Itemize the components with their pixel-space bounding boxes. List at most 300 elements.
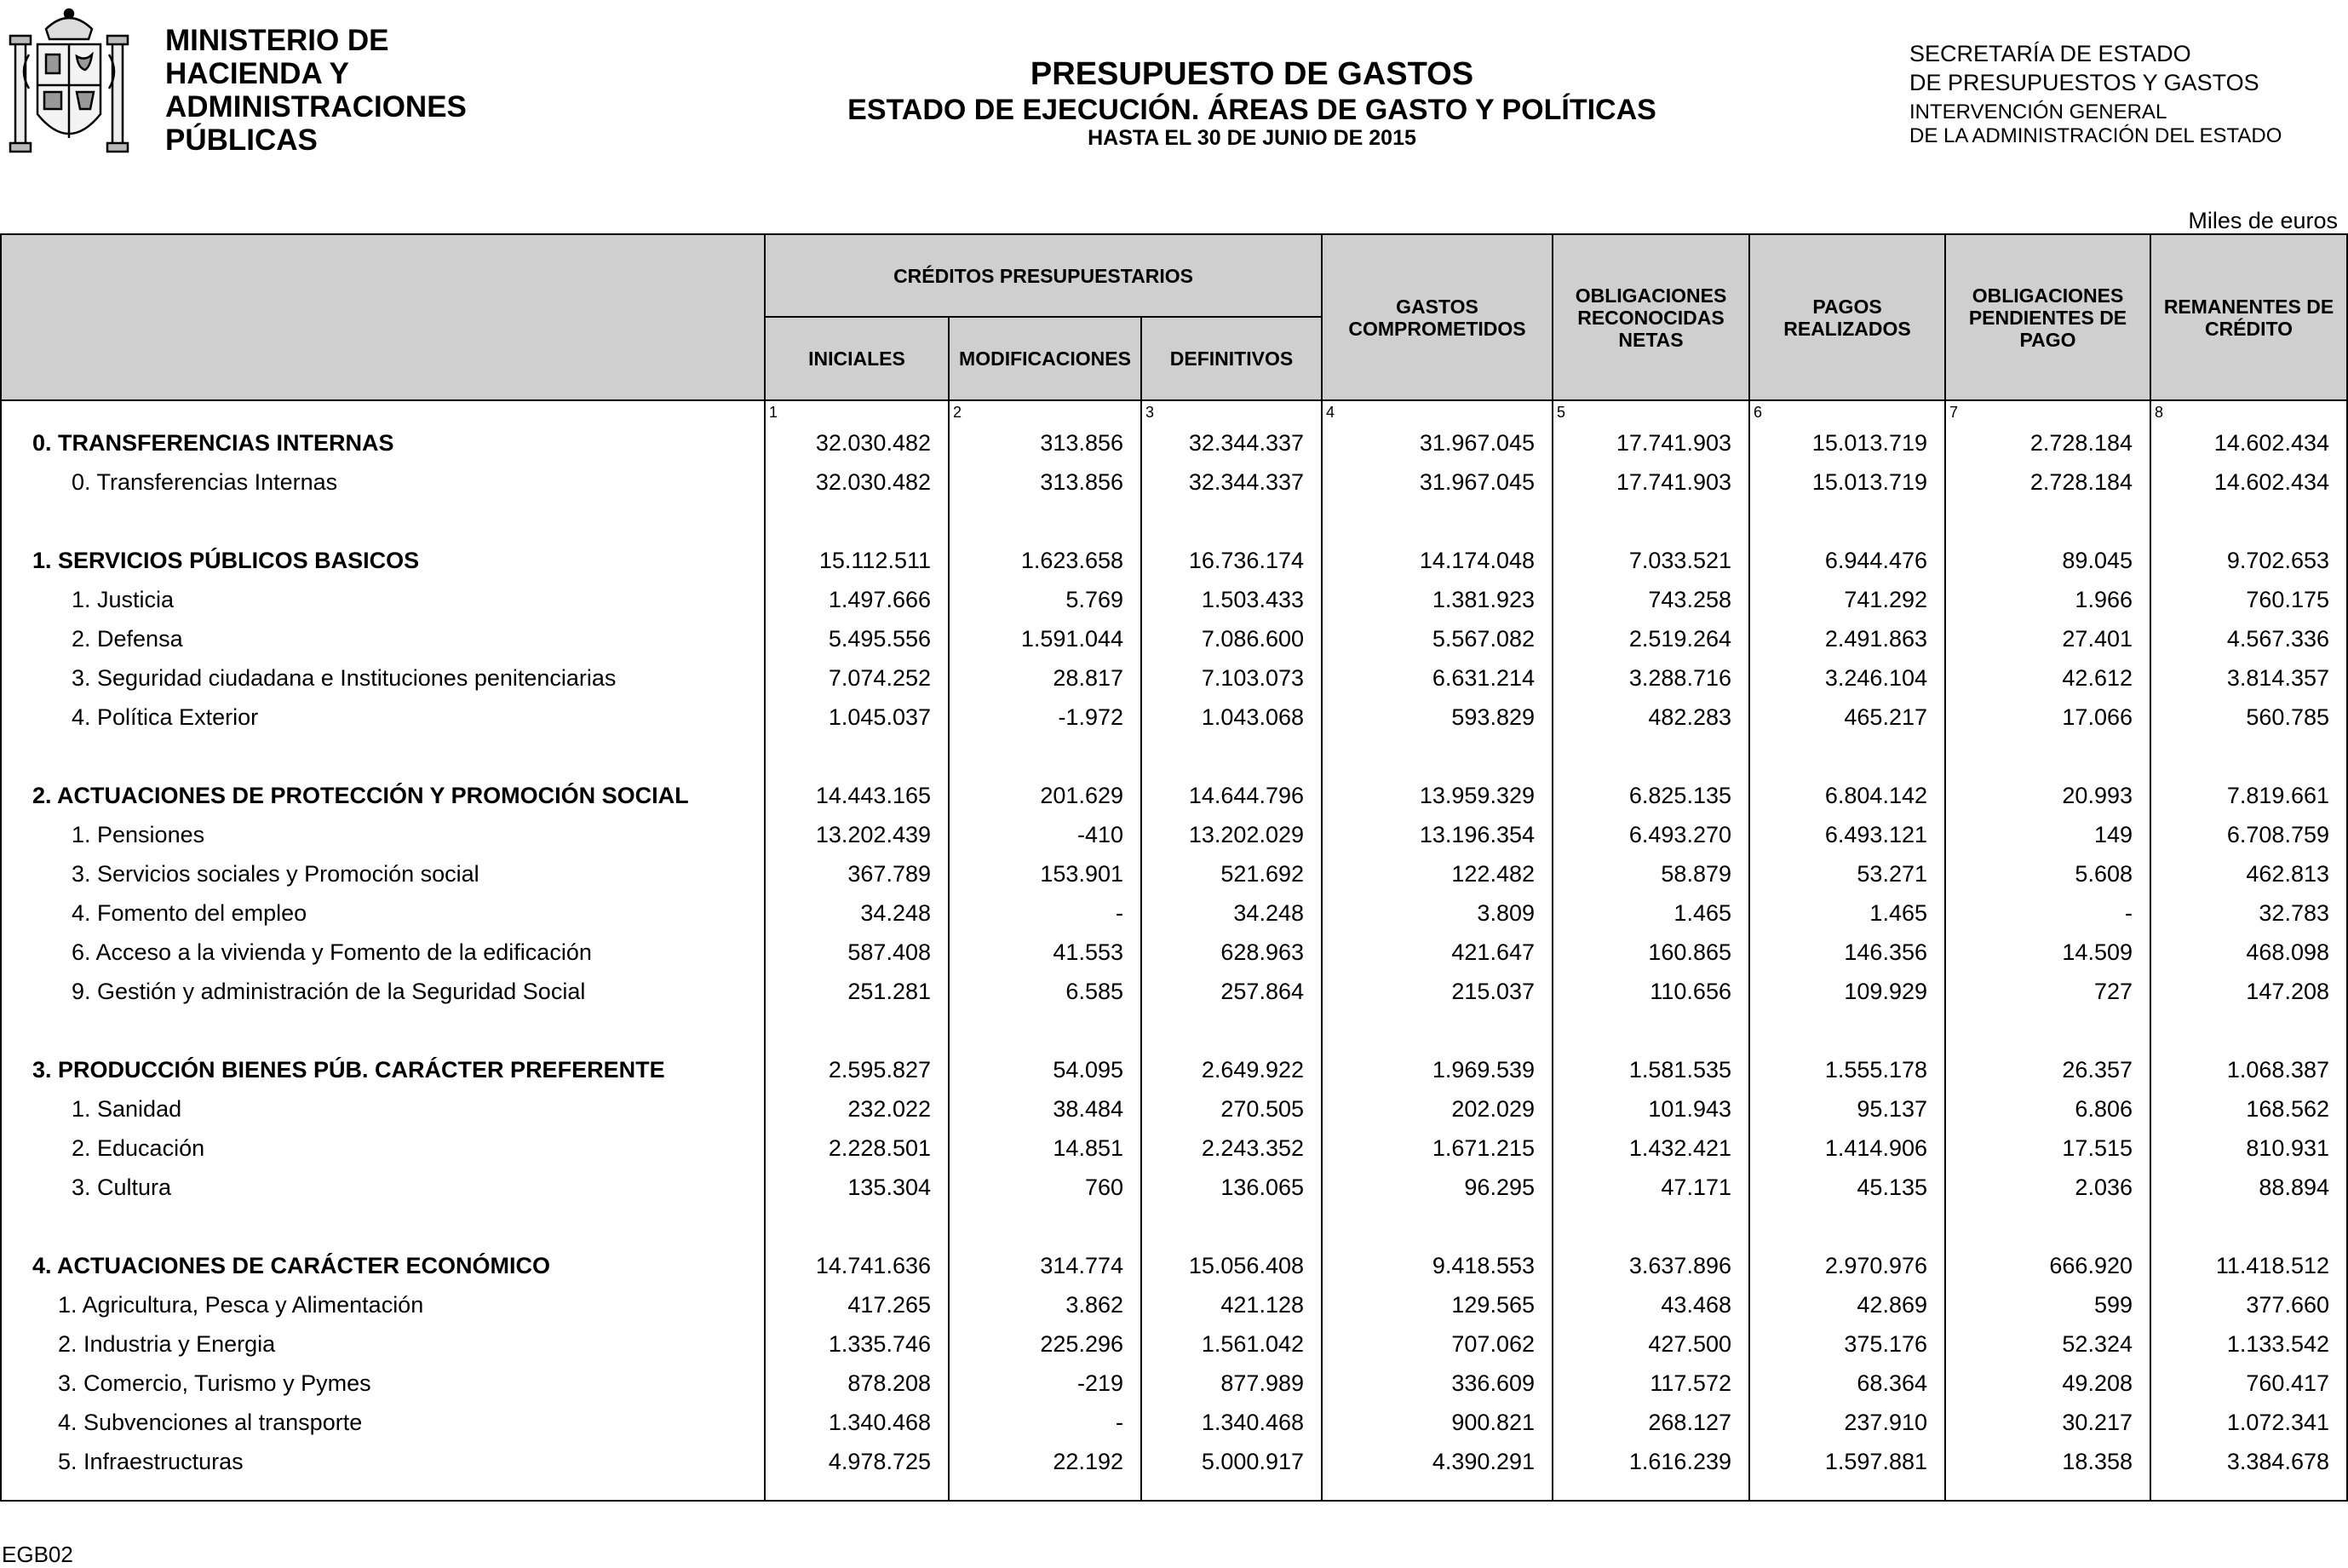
value-cell: 900.821 <box>1322 1403 1553 1442</box>
end-cell <box>1 1481 765 1501</box>
row-label: 5. Infraestructuras <box>1 1442 765 1481</box>
spacer-cell <box>1945 1207 2150 1246</box>
value-cell: 129.565 <box>1322 1285 1553 1324</box>
spacer-cell <box>1945 502 2150 541</box>
value-cell: 101.943 <box>1553 1089 1749 1129</box>
value-cell: 1.072.341 <box>2150 1403 2347 1442</box>
value-cell: -1.972 <box>949 698 1141 737</box>
value-cell: 6.806 <box>1945 1089 2150 1129</box>
value-cell: 1.465 <box>1749 893 1945 933</box>
value-cell: 96.295 <box>1322 1168 1553 1207</box>
value-cell: 6.944.476 <box>1749 541 1945 580</box>
value-cell: -219 <box>949 1364 1141 1403</box>
value-cell: 1.335.746 <box>765 1324 949 1364</box>
row-label: 4. Subvenciones al transporte <box>1 1403 765 1442</box>
value-cell: 14.602.434 <box>2150 462 2347 502</box>
column-number: 2 <box>949 400 1141 423</box>
value-cell: 135.304 <box>765 1168 949 1207</box>
spacer-cell <box>765 737 949 776</box>
column-number: 1 <box>765 400 949 423</box>
policy-row <box>1 619 2347 658</box>
row-label: 2. Educación <box>1 1129 765 1168</box>
footer-code: EGB02 <box>2 1542 73 1567</box>
value-cell: 2.970.976 <box>1749 1246 1945 1285</box>
value-cell: 13.202.439 <box>765 815 949 854</box>
value-cell: 32.783 <box>2150 893 2347 933</box>
value-cell: 149 <box>1945 815 2150 854</box>
spacer-cell <box>1141 1011 1322 1050</box>
policy-row <box>1 658 2347 698</box>
spacer-cell <box>1945 1011 2150 1050</box>
secretaria-block <box>1909 39 2259 97</box>
end-cell <box>1322 1481 1553 1501</box>
value-cell: 58.879 <box>1553 854 1749 893</box>
value-cell: 17.741.903 <box>1553 462 1749 502</box>
value-cell: 9.702.653 <box>2150 541 2347 580</box>
row-label: 6. Acceso a la vivienda y Fomento de la edificación <box>1 933 765 972</box>
policy-row <box>1 698 2347 737</box>
spacer-row <box>1 1011 2347 1050</box>
policy-row <box>1 854 2347 893</box>
value-cell: 147.208 <box>2150 972 2347 1011</box>
value-cell: 1.555.178 <box>1749 1050 1945 1089</box>
value-cell: 3.809 <box>1322 893 1553 933</box>
value-cell: 313.856 <box>949 462 1141 502</box>
value-cell: 1.497.666 <box>765 580 949 619</box>
policy-row <box>1 1089 2347 1129</box>
policy-row <box>1 1403 2347 1442</box>
spacer-cell <box>1749 737 1945 776</box>
policy-row <box>1 580 2347 619</box>
value-cell: 13.959.329 <box>1322 776 1553 815</box>
value-cell: 1.969.539 <box>1322 1050 1553 1089</box>
spacer-cell <box>1141 1207 1322 1246</box>
value-cell: 14.741.636 <box>765 1246 949 1285</box>
spacer-row <box>1 1207 2347 1246</box>
value-cell: 1.597.881 <box>1749 1442 1945 1481</box>
spacer-cell <box>1322 502 1553 541</box>
row-label: 1. Justicia <box>1 580 765 619</box>
value-cell: 2.595.827 <box>765 1050 949 1089</box>
value-cell: 3.814.357 <box>2150 658 2347 698</box>
value-cell: 232.022 <box>765 1089 949 1129</box>
value-cell: 26.357 <box>1945 1050 2150 1089</box>
value-cell: 462.813 <box>2150 854 2347 893</box>
policy-row <box>1 893 2347 933</box>
policy-row <box>1 1364 2347 1403</box>
value-cell: 468.098 <box>2150 933 2347 972</box>
col-header-8: REMANENTES DE CRÉDITO <box>2150 234 2347 400</box>
row-label: 1. SERVICIOS PÚBLICOS BASICOS <box>1 541 765 580</box>
value-cell: 15.056.408 <box>1141 1246 1322 1285</box>
end-cell <box>765 1481 949 1501</box>
value-cell: 1.591.044 <box>949 619 1141 658</box>
spacer-cell <box>1553 1011 1749 1050</box>
value-cell: 2.036 <box>1945 1168 2150 1207</box>
value-cell: 367.789 <box>765 854 949 893</box>
col-header-1: INICIALES <box>765 317 949 400</box>
value-cell: 1.671.215 <box>1322 1129 1553 1168</box>
policy-row <box>1 462 2347 502</box>
policy-row <box>1 972 2347 1011</box>
value-cell: 257.864 <box>1141 972 1322 1011</box>
spacer-cell <box>1322 1207 1553 1246</box>
value-cell: 377.660 <box>2150 1285 2347 1324</box>
value-cell: 877.989 <box>1141 1364 1322 1403</box>
value-cell: 28.817 <box>949 658 1141 698</box>
column-number: 8 <box>2150 400 2347 423</box>
value-cell: 42.612 <box>1945 658 2150 698</box>
value-cell: 1.561.042 <box>1141 1324 1322 1364</box>
value-cell: 13.196.354 <box>1322 815 1553 854</box>
secretaria-line-2: DE PRESUPUESTOS Y GASTOS <box>1909 70 2259 95</box>
spacer-cell <box>1 1011 765 1050</box>
label-column-header <box>1 234 765 400</box>
value-cell: 268.127 <box>1553 1403 1749 1442</box>
value-cell: 2.728.184 <box>1945 462 2150 502</box>
policy-row <box>1 1168 2347 1207</box>
ministry-name <box>165 24 523 157</box>
column-number-row <box>1 400 2347 423</box>
value-cell: 38.484 <box>949 1089 1141 1129</box>
value-cell: 47.171 <box>1553 1168 1749 1207</box>
value-cell: 465.217 <box>1749 698 1945 737</box>
value-cell: 2.649.922 <box>1141 1050 1322 1089</box>
value-cell: - <box>949 1403 1141 1442</box>
value-cell: 6.631.214 <box>1322 658 1553 698</box>
intervencion-line-2: DE LA ADMINISTRACIÓN DEL ESTADO <box>1909 124 2282 147</box>
end-cell <box>1553 1481 1749 1501</box>
col-header-4: GASTOS COMPROMETIDOS <box>1322 234 1553 400</box>
creditos-group-header: CRÉDITOS PRESUPUESTARIOS <box>765 234 1322 317</box>
value-cell: 1.340.468 <box>765 1403 949 1442</box>
value-cell: 599 <box>1945 1285 2150 1324</box>
value-cell: 95.137 <box>1749 1089 1945 1129</box>
value-cell: 3.862 <box>949 1285 1141 1324</box>
value-cell: 1.616.239 <box>1553 1442 1749 1481</box>
value-cell: 2.519.264 <box>1553 619 1749 658</box>
row-label: 3. Servicios sociales y Promoción social <box>1 854 765 893</box>
value-cell: 7.819.661 <box>2150 776 2347 815</box>
value-cell: 20.993 <box>1945 776 2150 815</box>
value-cell: 3.288.716 <box>1553 658 1749 698</box>
row-label: 4. ACTUACIONES DE CARÁCTER ECONÓMICO <box>1 1246 765 1285</box>
value-cell: 14.602.434 <box>2150 423 2347 462</box>
value-cell: 336.609 <box>1322 1364 1553 1403</box>
row-label: 1. Agricultura, Pesca y Alimentación <box>1 1285 765 1324</box>
value-cell: 14.644.796 <box>1141 776 1322 815</box>
value-cell: 117.572 <box>1553 1364 1749 1403</box>
value-cell: 482.283 <box>1553 698 1749 737</box>
intervencion-line-1: INTERVENCIÓN GENERAL <box>1909 101 2167 123</box>
value-cell: 201.629 <box>949 776 1141 815</box>
column-number: 3 <box>1141 400 1322 423</box>
spacer-cell <box>949 1011 1141 1050</box>
value-cell: 54.095 <box>949 1050 1141 1089</box>
value-cell: 153.901 <box>949 854 1141 893</box>
value-cell: 27.401 <box>1945 619 2150 658</box>
value-cell: 109.929 <box>1749 972 1945 1011</box>
value-cell: 160.865 <box>1553 933 1749 972</box>
value-cell: 3.637.896 <box>1553 1246 1749 1285</box>
budget-execution-table <box>0 233 2348 1502</box>
value-cell: 32.030.482 <box>765 423 949 462</box>
area-row <box>1 1050 2347 1089</box>
value-cell: - <box>1945 893 2150 933</box>
row-label: 0. TRANSFERENCIAS INTERNAS <box>1 423 765 462</box>
value-cell: 168.562 <box>2150 1089 2347 1129</box>
value-cell: 7.086.600 <box>1141 619 1322 658</box>
policy-row <box>1 1285 2347 1324</box>
value-cell: 593.829 <box>1322 698 1553 737</box>
value-cell: 1.340.468 <box>1141 1403 1322 1442</box>
value-cell: 14.443.165 <box>765 776 949 815</box>
value-cell: 5.769 <box>949 580 1141 619</box>
area-row <box>1 776 2347 815</box>
value-cell: 14.174.048 <box>1322 541 1553 580</box>
value-cell: 375.176 <box>1749 1324 1945 1364</box>
value-cell: 32.030.482 <box>765 462 949 502</box>
col-header-2: MODIFICACIONES <box>949 317 1141 400</box>
value-cell: 15.013.719 <box>1749 423 1945 462</box>
document-period: HASTA EL 30 DE JUNIO DE 2015 <box>1088 126 1416 150</box>
value-cell: 6.804.142 <box>1749 776 1945 815</box>
spacer-cell <box>1945 737 2150 776</box>
spacer-cell <box>1749 1207 1945 1246</box>
value-cell: 42.869 <box>1749 1285 1945 1324</box>
value-cell: 3.384.678 <box>2150 1442 2347 1481</box>
spacer-cell <box>2150 1207 2347 1246</box>
value-cell: -410 <box>949 815 1141 854</box>
value-cell: 1.043.068 <box>1141 698 1322 737</box>
value-cell: 2.228.501 <box>765 1129 949 1168</box>
row-label: 3. Comercio, Turismo y Pymes <box>1 1364 765 1403</box>
spacer-cell <box>765 1207 949 1246</box>
column-number-blank <box>1 400 765 423</box>
table-body <box>1 400 2347 1501</box>
value-cell: 4.567.336 <box>2150 619 2347 658</box>
value-cell: 727 <box>1945 972 2150 1011</box>
spacer-cell <box>2150 737 2347 776</box>
value-cell: 34.248 <box>1141 893 1322 933</box>
value-cell: 22.192 <box>949 1442 1141 1481</box>
col-header-5: OBLIGACIONES RECONOCIDAS NETAS <box>1553 234 1749 400</box>
value-cell: 741.292 <box>1749 580 1945 619</box>
value-cell: - <box>949 893 1141 933</box>
value-cell: 30.217 <box>1945 1403 2150 1442</box>
spacer-cell <box>2150 1011 2347 1050</box>
document-subtitle: ESTADO DE EJECUCIÓN. ÁREAS DE GASTO Y POLÍTICAS <box>847 94 1656 126</box>
value-cell: 1.133.542 <box>2150 1324 2347 1364</box>
policy-row <box>1 933 2347 972</box>
value-cell: 18.358 <box>1945 1442 2150 1481</box>
row-label: 3. Cultura <box>1 1168 765 1207</box>
policy-row <box>1 1442 2347 1481</box>
value-cell: 1.432.421 <box>1553 1129 1749 1168</box>
end-cell <box>2150 1481 2347 1501</box>
ministry-line-2: HACIENDA Y <box>165 57 349 90</box>
value-cell: 760.417 <box>2150 1364 2347 1403</box>
value-cell: 6.708.759 <box>2150 815 2347 854</box>
policy-row <box>1 1324 2347 1364</box>
value-cell: 666.920 <box>1945 1246 2150 1285</box>
value-cell: 3.246.104 <box>1749 658 1945 698</box>
value-cell: 4.978.725 <box>765 1442 949 1481</box>
column-number: 7 <box>1945 400 2150 423</box>
table-end-row <box>1 1481 2347 1501</box>
row-label: 3. PRODUCCIÓN BIENES PÚB. CARÁCTER PREFERENTE <box>1 1050 765 1089</box>
value-cell: 215.037 <box>1322 972 1553 1011</box>
row-label: 3. Seguridad ciudadana e Instituciones penitenciarias <box>1 658 765 698</box>
value-cell: 421.647 <box>1322 933 1553 972</box>
value-cell: 313.856 <box>949 423 1141 462</box>
spacer-cell <box>765 502 949 541</box>
spacer-cell <box>1322 737 1553 776</box>
spacer-cell <box>1 737 765 776</box>
value-cell: 587.408 <box>765 933 949 972</box>
value-cell: 521.692 <box>1141 854 1322 893</box>
coat-of-arms-emblem <box>3 3 135 169</box>
value-cell: 2.728.184 <box>1945 423 2150 462</box>
value-cell: 421.128 <box>1141 1285 1322 1324</box>
value-cell: 32.344.337 <box>1141 462 1322 502</box>
column-number: 4 <box>1322 400 1553 423</box>
row-label: 2. Industria y Energia <box>1 1324 765 1364</box>
ministry-line-3: ADMINISTRACIONES <box>165 90 467 123</box>
row-label: 4. Fomento del empleo <box>1 893 765 933</box>
value-cell: 15.112.511 <box>765 541 949 580</box>
secretaria-line-1: SECRETARÍA DE ESTADO <box>1909 41 2191 66</box>
spacer-cell <box>1 1207 765 1246</box>
value-cell: 251.281 <box>765 972 949 1011</box>
spacer-cell <box>1 502 765 541</box>
spacer-cell <box>1749 1011 1945 1050</box>
value-cell: 237.910 <box>1749 1403 1945 1442</box>
row-label: 1. Pensiones <box>1 815 765 854</box>
area-row <box>1 423 2347 462</box>
spacer-cell <box>1141 502 1322 541</box>
value-cell: 13.202.029 <box>1141 815 1322 854</box>
spacer-cell <box>949 502 1141 541</box>
value-cell: 2.491.863 <box>1749 619 1945 658</box>
col-header-7: OBLIGACIONES PENDIENTES DE PAGO <box>1945 234 2150 400</box>
value-cell: 1.381.923 <box>1322 580 1553 619</box>
row-label: 2. ACTUACIONES DE PROTECCIÓN Y PROMOCIÓN SOCIAL <box>1 776 765 815</box>
value-cell: 628.963 <box>1141 933 1322 972</box>
value-cell: 31.967.045 <box>1322 462 1553 502</box>
value-cell: 7.033.521 <box>1553 541 1749 580</box>
intervencion-block <box>1909 101 2282 148</box>
value-cell: 14.851 <box>949 1129 1141 1168</box>
value-cell: 1.414.906 <box>1749 1129 1945 1168</box>
value-cell: 17.515 <box>1945 1129 2150 1168</box>
value-cell: 41.553 <box>949 933 1141 972</box>
spacer-cell <box>765 1011 949 1050</box>
col-header-3: DEFINITIVOS <box>1141 317 1322 400</box>
value-cell: 760 <box>949 1168 1141 1207</box>
row-label: 4. Política Exterior <box>1 698 765 737</box>
value-cell: 31.967.045 <box>1322 423 1553 462</box>
value-cell: 5.567.082 <box>1322 619 1553 658</box>
row-label: 9. Gestión y administración de la Seguridad Social <box>1 972 765 1011</box>
value-cell: 1.068.387 <box>2150 1050 2347 1089</box>
policy-row <box>1 815 2347 854</box>
value-cell: 1.623.658 <box>949 541 1141 580</box>
value-cell: 52.324 <box>1945 1324 2150 1364</box>
value-cell: 1.045.037 <box>765 698 949 737</box>
value-cell: 15.013.719 <box>1749 462 1945 502</box>
value-cell: 43.468 <box>1553 1285 1749 1324</box>
value-cell: 560.785 <box>2150 698 2347 737</box>
end-cell <box>1945 1481 2150 1501</box>
value-cell: 2.243.352 <box>1141 1129 1322 1168</box>
value-cell: 4.390.291 <box>1322 1442 1553 1481</box>
ministry-line-1: MINISTERIO DE <box>165 24 389 57</box>
value-cell: 5.495.556 <box>765 619 949 658</box>
spacer-cell <box>2150 502 2347 541</box>
value-cell: 88.894 <box>2150 1168 2347 1207</box>
spacer-row <box>1 737 2347 776</box>
units-label: Miles de euros <box>2188 208 2338 233</box>
value-cell: 32.344.337 <box>1141 423 1322 462</box>
value-cell: 5.000.917 <box>1141 1442 1322 1481</box>
value-cell: 417.265 <box>765 1285 949 1324</box>
value-cell: 146.356 <box>1749 933 1945 972</box>
value-cell: 1.581.535 <box>1553 1050 1749 1089</box>
value-cell: 110.656 <box>1553 972 1749 1011</box>
spacer-cell <box>1141 737 1322 776</box>
value-cell: 707.062 <box>1322 1324 1553 1364</box>
value-cell: 45.135 <box>1749 1168 1945 1207</box>
area-row <box>1 1246 2347 1285</box>
value-cell: 14.509 <box>1945 933 2150 972</box>
value-cell: 7.074.252 <box>765 658 949 698</box>
value-cell: 34.248 <box>765 893 949 933</box>
column-number: 5 <box>1553 400 1749 423</box>
row-label: 0. Transferencias Internas <box>1 462 765 502</box>
value-cell: 6.493.270 <box>1553 815 1749 854</box>
value-cell: 16.736.174 <box>1141 541 1322 580</box>
row-label: 1. Sanidad <box>1 1089 765 1129</box>
value-cell: 136.065 <box>1141 1168 1322 1207</box>
spacer-cell <box>949 737 1141 776</box>
spacer-cell <box>1553 1207 1749 1246</box>
value-cell: 68.364 <box>1749 1364 1945 1403</box>
value-cell: 760.175 <box>2150 580 2347 619</box>
col-header-6: PAGOS REALIZADOS <box>1749 234 1945 400</box>
spacer-row <box>1 502 2347 541</box>
value-cell: 427.500 <box>1553 1324 1749 1364</box>
value-cell: 11.418.512 <box>2150 1246 2347 1285</box>
value-cell: 6.493.121 <box>1749 815 1945 854</box>
value-cell: 5.608 <box>1945 854 2150 893</box>
end-cell <box>1749 1481 1945 1501</box>
value-cell: 122.482 <box>1322 854 1553 893</box>
ministry-line-4: PÚBLICAS <box>165 123 318 157</box>
value-cell: 9.418.553 <box>1322 1246 1553 1285</box>
end-cell <box>949 1481 1141 1501</box>
value-cell: 49.208 <box>1945 1364 2150 1403</box>
end-cell <box>1141 1481 1322 1501</box>
value-cell: 6.825.135 <box>1553 776 1749 815</box>
value-cell: 89.045 <box>1945 541 2150 580</box>
value-cell: 1.465 <box>1553 893 1749 933</box>
value-cell: 17.741.903 <box>1553 423 1749 462</box>
spacer-cell <box>1749 502 1945 541</box>
policy-row <box>1 1129 2347 1168</box>
value-cell: 17.066 <box>1945 698 2150 737</box>
value-cell: 225.296 <box>949 1324 1141 1364</box>
